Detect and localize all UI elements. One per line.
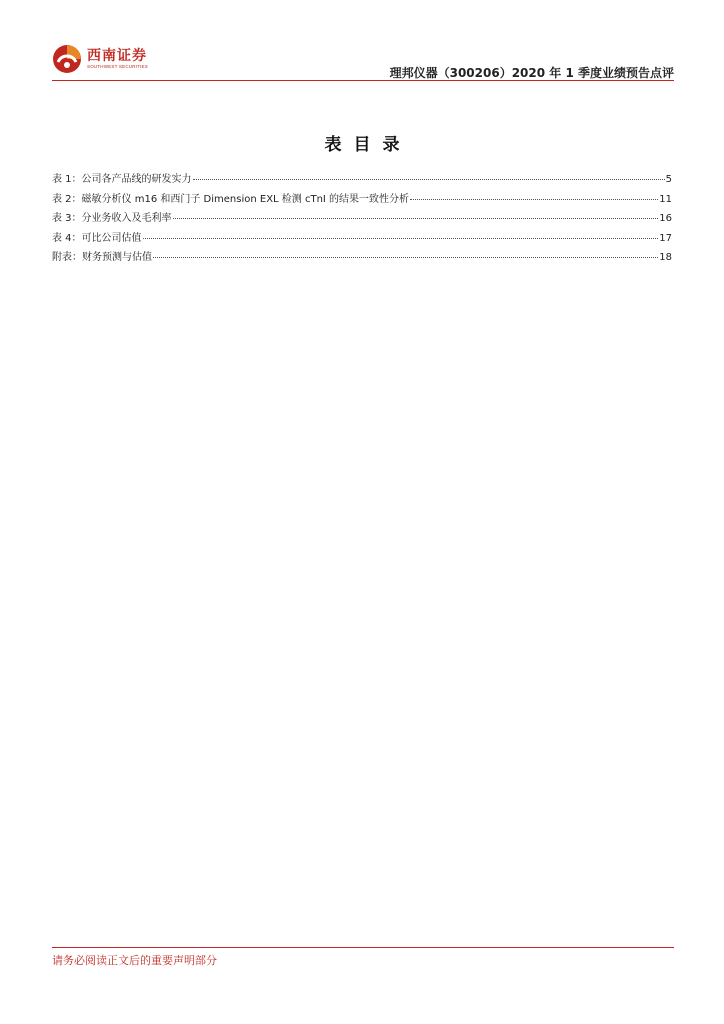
toc-dot-leader — [193, 179, 665, 180]
logo-name-cn: 西南证券 — [87, 48, 147, 64]
toc-entry-label: 表 4：可比公司估值 — [52, 232, 142, 244]
toc-entry[interactable] — [52, 209, 672, 229]
footer-disclaimer: 请务必阅读正文后的重要声明部分 — [52, 954, 217, 967]
toc-entry-label: 附表：财务预测与估值 — [52, 252, 152, 263]
toc-entry[interactable] — [52, 190, 672, 210]
toc-entry-page: 18 — [659, 252, 672, 263]
logo-name-en: SOUTHWEST SECURITIES — [87, 64, 148, 69]
toc-dot-leader — [410, 199, 658, 200]
toc-entry-label: 表 2：磁敏分析仪 m16 和西门子 Dimension EXL 检测 cTnI 的结果一致性分析 — [52, 193, 410, 205]
toc-entry-page: 17 — [659, 232, 672, 244]
toc-entry-label: 表 3：分业务收入及毛利率 — [52, 213, 172, 224]
toc-entry-page: 5 — [665, 174, 672, 185]
toc-dot-leader — [153, 257, 658, 258]
header-divider — [52, 80, 674, 81]
toc-entry[interactable] — [52, 229, 672, 249]
toc-entry[interactable] — [52, 248, 672, 268]
toc-entry-label: 表 1：公司各产品线的研发实力 — [52, 174, 192, 185]
toc-heading: 表目录 — [324, 135, 412, 155]
page-header — [52, 40, 674, 80]
toc-dot-leader — [143, 238, 659, 239]
toc-entry-page: 16 — [659, 213, 672, 224]
southwest-securities-logo-icon — [52, 44, 82, 74]
toc-entry-page: 11 — [659, 193, 672, 205]
toc-entry[interactable] — [52, 170, 672, 190]
company-logo — [52, 42, 148, 76]
report-title: 理邦仪器（300206）2020 年 1 季度业绩预告点评 — [389, 66, 674, 80]
table-of-tables — [52, 170, 672, 268]
toc-dot-leader — [173, 218, 659, 219]
footer-divider — [52, 947, 674, 948]
